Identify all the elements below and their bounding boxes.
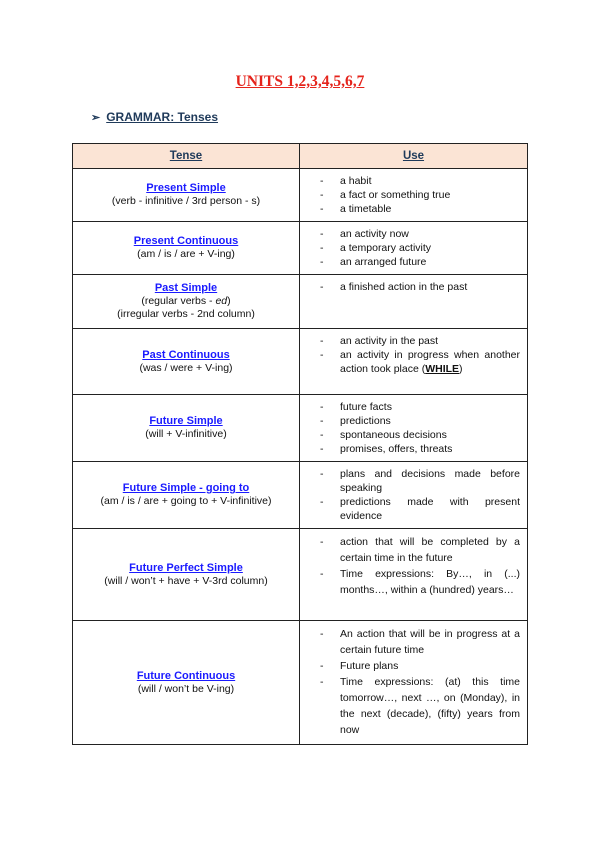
use-item: - An action that will be in progress at a certain future time: [320, 626, 520, 658]
table-row: [73, 329, 528, 395]
use-item: - a habit: [320, 174, 520, 188]
tense-form: (will + V-infinitive): [145, 428, 227, 440]
section-label: GRAMMAR: Tenses: [106, 110, 219, 124]
use-item: - spontaneous decisions: [320, 428, 520, 442]
tense-cell: [73, 462, 300, 529]
tense-cell: [73, 169, 300, 222]
table-row: [73, 275, 528, 329]
tense-cell: [73, 395, 300, 462]
tense-form: (verb - infinitive / 3rd person - s): [111, 195, 261, 207]
table-row: [73, 462, 528, 529]
tense-column-header: Tense: [73, 144, 300, 169]
table-row: [73, 395, 528, 462]
use-item: - an activity in the past: [320, 334, 520, 348]
tense-form-part: ed: [215, 295, 228, 307]
tense-name: Present Simple: [146, 182, 226, 194]
tense-form: (was / were + V-ing): [139, 361, 233, 374]
tense-name: Past Continuous: [142, 348, 230, 361]
table-row: [73, 621, 528, 745]
use-cell: [300, 275, 528, 329]
use-item-keyword: WHILE: [425, 363, 460, 375]
use-item-text: an activity in progress when another action took place (: [340, 349, 520, 375]
use-item-text: ): [459, 363, 463, 375]
use-cell: [300, 529, 528, 621]
tense-form: (irregular verbs - 2nd column): [117, 308, 255, 320]
tense-form-part: ): [227, 295, 231, 307]
use-item: - action that will be completed by a certain time in the future: [320, 534, 520, 566]
tense-form: [79, 295, 293, 308]
use-item: - predictions: [320, 414, 520, 428]
tense-form: (will / won’t be V-ing): [137, 682, 235, 695]
table-row: [73, 169, 528, 222]
use-item: - a fact or something true: [320, 188, 520, 202]
use-item: - a timetable: [320, 202, 520, 216]
use-cell: [300, 395, 528, 462]
use-item: [320, 348, 520, 376]
use-cell: [300, 222, 528, 275]
tense-form-part: (regular verbs -: [141, 295, 216, 307]
use-item: - Time expressions: (at) this time tomorrow…, next …, on (Monday), in the next (decade), (fifty) years from now: [320, 674, 520, 738]
tenses-table: [72, 143, 528, 745]
use-item: - future facts: [320, 400, 520, 414]
tense-cell: [73, 222, 300, 275]
use-cell: [300, 621, 528, 745]
use-cell: [300, 169, 528, 222]
tense-name: Future Simple - going to: [122, 482, 250, 494]
tense-cell: [73, 275, 300, 329]
section-heading: [91, 110, 218, 124]
tense-cell: [73, 529, 300, 621]
tense-form: (am / is / are + V-ing): [137, 248, 235, 260]
tense-form: (will / won’t + have + V-3rd column): [104, 574, 268, 587]
use-item: - Future plans: [320, 658, 520, 674]
tense-form: (am / is / are + going to + V-infinitive): [100, 495, 272, 507]
use-item: - a finished action in the past: [320, 280, 520, 294]
page-title: UNITS 1,2,3,4,5,6,7: [235, 73, 365, 90]
use-item: - an arranged future: [320, 255, 520, 269]
use-item: - predictions made with present evidence: [320, 495, 520, 523]
tense-name: Future Perfect Simple: [129, 561, 243, 574]
tense-name: Future Simple: [149, 415, 223, 427]
use-item: - promises, offers, threats: [320, 442, 520, 456]
table-row: [73, 529, 528, 621]
arrow-bullet-icon: ➢: [91, 112, 101, 124]
use-item: - Time expressions: By…, in (...) months…, within a (hundred) years…: [320, 566, 520, 598]
use-item: - an activity now: [320, 227, 520, 241]
use-item: - a temporary activity: [320, 241, 520, 255]
use-column-header: Use: [300, 144, 528, 169]
use-cell: [300, 329, 528, 395]
table-header-row: [73, 144, 528, 169]
tense-cell: [73, 329, 300, 395]
tense-name: Past Simple: [154, 282, 218, 294]
use-item: - plans and decisions made before speaking: [320, 467, 520, 495]
use-cell: [300, 462, 528, 529]
tense-name: Present Continuous: [133, 235, 239, 247]
tense-cell: [73, 621, 300, 745]
tense-name: Future Continuous: [136, 669, 236, 682]
table-row: [73, 222, 528, 275]
